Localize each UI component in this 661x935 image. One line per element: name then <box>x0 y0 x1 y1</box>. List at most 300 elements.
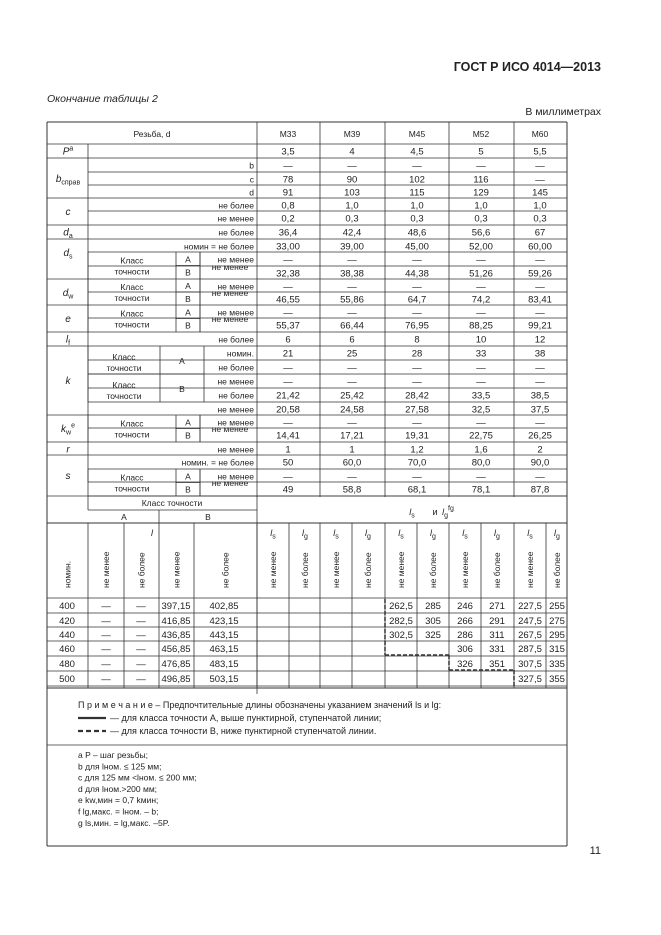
size-value-cell: 55,86 <box>340 294 364 306</box>
size-value-cell: 0,3 <box>474 213 488 225</box>
length-cell: 443,15 <box>209 630 239 641</box>
size-value-cell: 24,58 <box>340 404 364 416</box>
size-value-cell: 32,38 <box>276 268 300 280</box>
size-value-cell: 78,1 <box>471 484 491 496</box>
length-cell: 286 <box>457 630 473 641</box>
ls-lg-col-header: $l_s$ <box>398 528 404 541</box>
size-value-cell: 39,00 <box>340 241 364 253</box>
ls-lg-col-header: $l_s$ <box>462 528 468 541</box>
length-cell: 325 <box>425 630 441 641</box>
size-value-cell: 49 <box>282 484 294 496</box>
length-cell: 227,5 <box>518 601 542 612</box>
size-value-cell: — <box>347 362 357 374</box>
size-value-cell: — <box>412 376 422 388</box>
size-value-cell: 90 <box>346 174 358 186</box>
condition-label: не менее <box>217 444 254 455</box>
condition-label: не менее <box>211 314 249 324</box>
note-line-2: — для класса точности А, выше пунктирной, ступенчатой линии; <box>110 713 382 723</box>
size-value-cell: — <box>535 376 545 388</box>
condition-label: не менее <box>217 213 254 224</box>
class-label: точности <box>106 391 142 401</box>
size-value-cell: 33,5 <box>471 390 491 402</box>
length-cell: 266 <box>457 616 473 627</box>
length-cell: 267,5 <box>518 630 542 641</box>
size-value-cell: 103 <box>344 187 360 199</box>
parameter-name: s <box>65 471 71 482</box>
size-value-cell: — <box>283 307 293 319</box>
parameter-name: $d_w$ <box>62 288 74 301</box>
size-value-cell: — <box>347 376 357 388</box>
units-label: В миллиметрах <box>525 106 601 118</box>
length-nominal: 500 <box>59 674 75 685</box>
parameter-name: r <box>66 444 70 456</box>
length-cell: 282,5 <box>389 616 413 627</box>
condition-label: не более <box>218 334 254 345</box>
length-cell: — <box>136 674 146 685</box>
size-value-cell: 36,4 <box>278 227 298 239</box>
size-value-cell: 145 <box>532 187 548 199</box>
size-value-cell: 6 <box>285 334 291 346</box>
size-value-cell: 8 <box>414 334 420 346</box>
size-value-cell: 4,5 <box>410 146 424 158</box>
size-value-cell: 64,7 <box>407 294 427 306</box>
footnote: g ls,мин. = lg,макс. –5P. <box>78 817 170 828</box>
size-value-cell: — <box>412 307 422 319</box>
class-label: точности <box>114 319 150 330</box>
rotated-header: не более <box>428 552 438 588</box>
size-value-cell: — <box>535 362 545 374</box>
ls-lg-col-header: $l_s$ <box>270 528 276 541</box>
size-value-cell: 59,26 <box>528 268 552 280</box>
size-value-cell: 1,0 <box>345 200 359 212</box>
ls-lg-col-header: $l_g$ <box>302 528 308 541</box>
size-value-cell: — <box>476 160 486 172</box>
size-value-cell: 44,38 <box>405 268 429 280</box>
length-nominal: 400 <box>59 601 75 612</box>
grade-label: B <box>205 512 211 522</box>
grade-label: A <box>179 356 185 366</box>
condition-label: не более <box>218 390 254 401</box>
parameter-name: c <box>65 207 71 218</box>
rotated-header: не менее <box>460 551 470 588</box>
rotated-header: не менее <box>171 551 182 588</box>
size-value-cell: 91 <box>282 187 294 199</box>
class-of-precision-header: Класс точности <box>141 498 203 508</box>
rotated-header: номин. <box>62 560 73 588</box>
length-cell: — <box>136 644 146 655</box>
length-cell: 476,85 <box>161 659 191 670</box>
length-cell: 306 <box>457 644 473 655</box>
length-cell: — <box>136 616 146 627</box>
size-value-cell: — <box>412 254 422 266</box>
size-value-cell: 33 <box>475 348 487 360</box>
class-label: Класс <box>120 282 144 292</box>
parameter-name: $P^a$ <box>62 145 74 158</box>
length-cell: — <box>101 601 111 612</box>
size-value-cell: 0,3 <box>533 213 547 225</box>
size-value-cell: 129 <box>473 187 489 199</box>
condition-label: не менее <box>217 281 254 292</box>
size-value-cell: — <box>283 254 293 266</box>
size-value-cell: 1 <box>349 444 355 456</box>
grade-label: B <box>185 484 191 495</box>
grade-label: B <box>185 294 191 304</box>
thread-label: Резьба, d <box>133 129 171 139</box>
size-value-cell: 87,8 <box>530 484 550 496</box>
length-cell: 307,5 <box>518 659 542 670</box>
grade-label: B <box>185 320 191 331</box>
size-value-cell: 60,00 <box>528 241 552 253</box>
ls-lg-col-header: $l_g$ <box>494 528 500 541</box>
size-value-cell: 2 <box>537 444 543 456</box>
size-value-cell: 68,1 <box>407 484 427 496</box>
class-label: Класс <box>112 352 136 362</box>
condition-label: не более <box>218 227 254 238</box>
size-value-cell: 21 <box>282 348 294 360</box>
rotated-header: не менее <box>331 551 341 588</box>
size-header: M45 <box>408 129 426 139</box>
condition-label: c <box>249 174 254 185</box>
size-value-cell: 58,8 <box>342 484 362 496</box>
ls-lg-header: $l_g^{fg}$ <box>442 505 454 520</box>
size-value-cell: 102 <box>409 174 425 186</box>
size-value-cell: 12 <box>534 334 546 346</box>
class-label: Класс <box>120 418 144 429</box>
size-value-cell: — <box>283 376 293 388</box>
length-nominal: 420 <box>59 616 75 627</box>
footnote: a P – шаг резьбы; <box>78 750 148 760</box>
footnote: f lg,макс. = lном. – b; <box>78 806 159 817</box>
size-value-cell: 45,00 <box>405 241 429 253</box>
size-value-cell: 14,41 <box>276 430 300 442</box>
size-value-cell: 51,26 <box>469 268 493 280</box>
length-cell: 331 <box>489 644 505 655</box>
size-value-cell: 25,42 <box>340 390 364 402</box>
size-value-cell: 10 <box>475 334 487 346</box>
footnote: e kw,мин = 0,7 kмин; <box>78 795 159 806</box>
size-value-cell: 66,44 <box>340 320 364 332</box>
condition-label: номин. = не более <box>181 457 254 468</box>
length-cell: 287,5 <box>518 644 542 655</box>
length-cell: — <box>136 630 146 641</box>
size-value-cell: 90,0 <box>530 457 550 469</box>
size-value-cell: 116 <box>473 174 489 186</box>
size-value-cell: — <box>347 307 357 319</box>
class-label: Класс <box>120 308 144 319</box>
l-header: l <box>151 528 153 538</box>
length-cell: 255 <box>549 601 565 612</box>
parameter-name: $l_f$ <box>65 334 71 347</box>
rotated-header: не более <box>552 552 562 588</box>
length-cell: 246 <box>457 601 473 612</box>
size-value-cell: 115 <box>409 187 425 199</box>
parameter-name: $d_a$ <box>63 227 73 240</box>
size-value-cell: 17,21 <box>340 430 364 442</box>
length-cell: 275 <box>549 616 565 627</box>
size-value-cell: 0,3 <box>410 213 424 225</box>
size-value-cell: 83,41 <box>528 294 552 306</box>
footnote: c для 125 мм <lном. ≤ 200 мм; <box>78 772 197 783</box>
condition-label: не более <box>218 200 254 211</box>
class-label: точности <box>106 363 142 373</box>
size-value-cell: 6 <box>349 334 355 346</box>
parameter-name: $k_w^e$ <box>61 422 75 437</box>
length-nominal: 440 <box>59 630 75 641</box>
condition-label: не менее <box>211 478 249 488</box>
footnote: b для lном. ≤ 125 мм; <box>78 761 162 772</box>
length-cell: 247,5 <box>518 616 542 627</box>
size-value-cell: 3,5 <box>281 146 295 158</box>
size-value-cell: 28 <box>411 348 423 360</box>
length-cell: — <box>101 616 111 627</box>
size-value-cell: — <box>283 160 293 172</box>
class-label: Класс <box>120 255 144 266</box>
length-cell: 327,5 <box>518 674 542 685</box>
size-value-cell: 78 <box>282 174 294 186</box>
rotated-header: не более <box>363 552 373 588</box>
length-cell: 335 <box>549 659 565 670</box>
ls-lg-col-header: $l_g$ <box>430 528 436 541</box>
class-label: точности <box>114 429 150 440</box>
ls-lg-header: $l_s$ <box>409 507 415 520</box>
note-line-3: — для класса точности В, ниже пунктирной ступенчатой линии. <box>110 726 377 736</box>
ls-lg-col-header: $l_s$ <box>527 528 533 541</box>
size-value-cell: — <box>347 254 357 266</box>
size-value-cell: 56,6 <box>471 227 491 239</box>
size-value-cell: 0,2 <box>281 213 295 225</box>
size-value-cell: — <box>535 160 545 172</box>
class-label: Класс <box>112 380 136 390</box>
size-value-cell: 88,25 <box>469 320 493 332</box>
rotated-header: не менее <box>101 551 111 588</box>
length-cell: 305 <box>425 616 441 627</box>
condition-label: не менее <box>217 307 254 318</box>
parameter-name: $b_{справ}$ <box>55 174 81 187</box>
size-value-cell: 5 <box>478 146 484 158</box>
length-cell: 351 <box>489 659 505 670</box>
condition-label: не менее <box>217 404 254 415</box>
grade-label: B <box>185 430 191 441</box>
size-value-cell: — <box>535 281 545 293</box>
size-value-cell: 60,0 <box>342 457 362 469</box>
class-label: точности <box>114 483 150 494</box>
rotated-header: не менее <box>268 551 278 588</box>
size-value-cell: — <box>476 376 486 388</box>
length-cell: 397,15 <box>161 601 191 612</box>
grade-label: A <box>185 254 191 265</box>
condition-label: d <box>249 187 254 198</box>
size-value-cell: — <box>476 362 486 374</box>
size-value-cell: — <box>476 471 486 483</box>
size-value-cell: 38,5 <box>530 390 550 402</box>
size-value-cell: 19,31 <box>405 430 429 442</box>
size-value-cell: 70,0 <box>407 457 427 469</box>
size-value-cell: — <box>283 362 293 374</box>
size-value-cell: — <box>412 362 422 374</box>
size-value-cell: — <box>347 471 357 483</box>
condition-label: номин. <box>226 348 254 359</box>
size-value-cell: 76,95 <box>405 320 429 332</box>
length-cell: 496,85 <box>161 674 191 685</box>
size-value-cell: — <box>412 471 422 483</box>
size-value-cell: 1 <box>285 444 291 456</box>
size-value-cell: — <box>535 174 545 186</box>
page-number: 11 <box>589 845 601 857</box>
size-value-cell: 21,42 <box>276 390 300 402</box>
length-cell: 503,15 <box>209 674 239 685</box>
length-cell: 436,85 <box>161 630 191 641</box>
condition-label: не менее <box>217 471 254 482</box>
size-value-cell: — <box>412 417 422 429</box>
length-cell: 355 <box>549 674 565 685</box>
table-caption: Окончание таблицы 2 <box>47 93 158 105</box>
parameter-name: $d_s$ <box>63 248 73 261</box>
size-value-cell: — <box>535 471 545 483</box>
length-cell: 291 <box>489 616 505 627</box>
length-cell: — <box>101 630 111 641</box>
length-cell: 423,15 <box>209 616 239 627</box>
size-value-cell: 4 <box>349 146 355 158</box>
condition-label: не менее <box>217 376 254 387</box>
size-value-cell: 0,3 <box>345 213 359 225</box>
size-value-cell: 52,00 <box>469 241 493 253</box>
size-value-cell: — <box>347 160 357 172</box>
condition-label: не менее <box>217 254 254 265</box>
size-value-cell: — <box>476 417 486 429</box>
rotated-header: не более <box>220 552 231 588</box>
size-value-cell: 5,5 <box>533 146 547 158</box>
size-value-cell: 50 <box>282 457 294 469</box>
size-value-cell: 1,0 <box>474 200 488 212</box>
ls-lg-col-header: $l_s$ <box>333 528 339 541</box>
grade-label: B <box>185 267 191 278</box>
ls-lg-header: и <box>432 507 438 517</box>
length-cell: 416,85 <box>161 616 191 627</box>
size-value-cell: 1,0 <box>533 200 547 212</box>
grade-label: A <box>185 471 191 482</box>
length-nominal: 480 <box>59 659 75 670</box>
condition-label: не менее <box>211 262 249 272</box>
size-value-cell: — <box>283 417 293 429</box>
class-label: точности <box>114 266 150 277</box>
condition-label: не более <box>218 362 254 373</box>
length-cell: 262,5 <box>389 601 413 612</box>
rotated-header: не более <box>300 552 310 588</box>
size-value-cell: — <box>412 160 422 172</box>
grade-label: A <box>185 307 191 318</box>
size-value-cell: 38 <box>534 348 546 360</box>
size-value-cell: 26,25 <box>528 430 552 442</box>
condition-label: не менее <box>217 417 254 428</box>
size-value-cell: — <box>535 307 545 319</box>
class-label: точности <box>114 293 150 303</box>
size-value-cell: 25 <box>346 348 358 360</box>
length-cell: — <box>101 659 111 670</box>
size-value-cell: — <box>476 281 486 293</box>
length-cell: 311 <box>489 630 505 641</box>
size-value-cell: 28,42 <box>405 390 429 402</box>
note-line-1: П р и м е ч а н и е – Предпочтительные длины обозначены указанием значений ls и lg: <box>78 700 442 710</box>
size-value-cell: 1,6 <box>474 444 488 456</box>
grade-label: B <box>179 384 185 394</box>
rotated-header: не более <box>492 552 502 588</box>
rotated-header: не менее <box>396 551 406 588</box>
ls-lg-col-header: $l_g$ <box>554 528 560 541</box>
length-cell: — <box>101 674 111 685</box>
length-cell: — <box>136 601 146 612</box>
size-value-cell: — <box>283 471 293 483</box>
size-value-cell: — <box>283 281 293 293</box>
size-value-cell: — <box>347 281 357 293</box>
size-value-cell: — <box>476 307 486 319</box>
size-value-cell: 37,5 <box>530 404 550 416</box>
size-value-cell: 67 <box>534 227 546 239</box>
length-cell: 326 <box>457 659 473 670</box>
size-value-cell: 27,58 <box>405 404 429 416</box>
grade-label: A <box>185 417 191 428</box>
footnote: d для lном.>200 мм; <box>78 783 158 794</box>
length-cell: 456,85 <box>161 644 191 655</box>
size-header: M33 <box>279 129 297 139</box>
rotated-header: не более <box>136 552 147 588</box>
condition-label: номин = не более <box>183 241 254 252</box>
size-header: M52 <box>472 129 490 139</box>
size-value-cell: — <box>535 417 545 429</box>
length-cell: 402,85 <box>209 601 239 612</box>
class-label: Класс <box>120 472 144 483</box>
condition-label: b <box>249 160 254 171</box>
condition-label: не менее <box>211 288 249 298</box>
size-value-cell: 42,4 <box>342 227 362 239</box>
grade-label: A <box>185 281 191 291</box>
size-value-cell: 48,6 <box>407 227 427 239</box>
size-value-cell: — <box>412 281 422 293</box>
length-nominal: 460 <box>59 644 75 655</box>
condition-label: не менее <box>211 424 249 434</box>
size-value-cell: 33,00 <box>276 241 300 253</box>
size-value-cell: 0,8 <box>281 200 295 212</box>
size-header: M39 <box>343 129 361 139</box>
length-cell: 302,5 <box>389 630 413 641</box>
size-value-cell: 38,38 <box>340 268 364 280</box>
document-header: ГОСТ Р ИСО 4014—2013 <box>453 60 601 74</box>
rotated-header: не менее <box>525 551 535 588</box>
size-value-cell: 99,21 <box>528 320 552 332</box>
size-header: M60 <box>531 129 549 139</box>
size-value-cell: — <box>535 254 545 266</box>
size-value-cell: 22,75 <box>469 430 493 442</box>
size-value-cell: 1,0 <box>410 200 424 212</box>
size-value-cell: 80,0 <box>471 457 491 469</box>
length-cell: 463,15 <box>209 644 239 655</box>
length-cell: 285 <box>425 601 441 612</box>
length-cell: 271 <box>489 601 505 612</box>
length-cell: — <box>101 644 111 655</box>
grade-label: A <box>121 512 127 522</box>
ls-lg-col-header: $l_g$ <box>365 528 371 541</box>
size-value-cell: — <box>476 254 486 266</box>
size-value-cell: 74,2 <box>471 294 491 306</box>
size-value-cell: 55,37 <box>276 320 300 332</box>
length-cell: 295 <box>549 630 565 641</box>
size-value-cell: 1,2 <box>410 444 424 456</box>
parameter-name: e <box>65 314 71 325</box>
length-cell: — <box>136 659 146 670</box>
length-cell: 315 <box>549 644 565 655</box>
length-cell: 483,15 <box>209 659 239 670</box>
size-value-cell: 32,5 <box>471 404 491 416</box>
parameter-name: k <box>65 376 71 387</box>
